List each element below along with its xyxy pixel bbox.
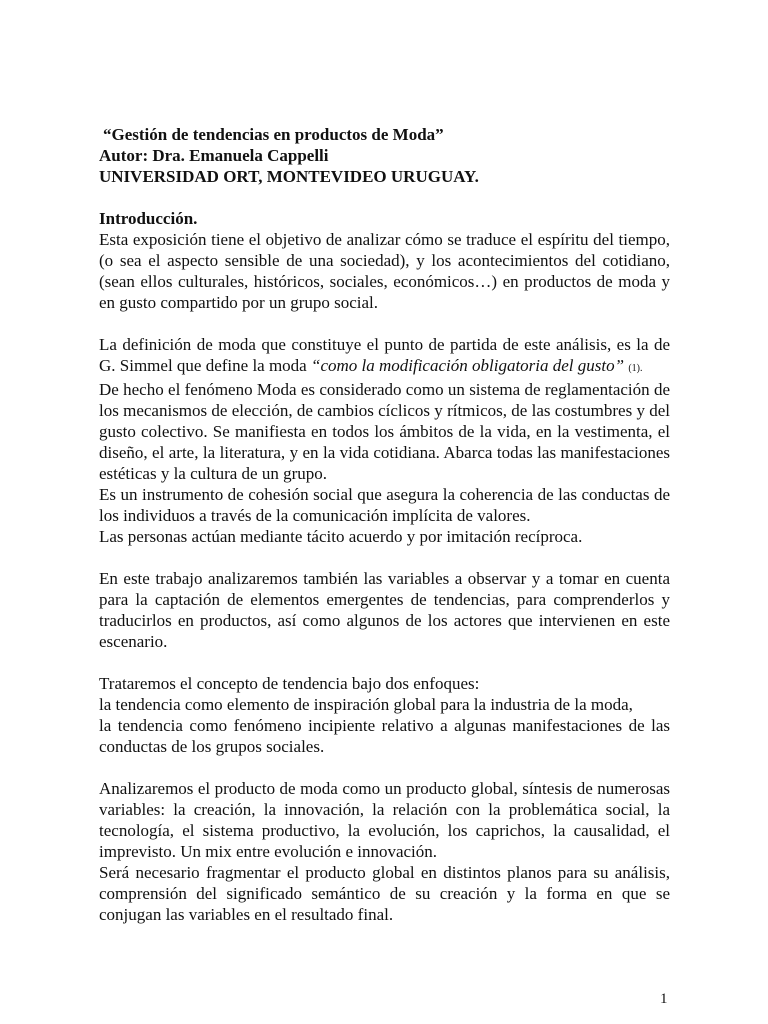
paragraph-11: Será necesario fragmentar el producto global en distintos planos para su análisis, comprensión del significado semántico de su creación y la forma en que se conjugan las variables en el resultado final.: [99, 863, 670, 924]
paragraph-gap: [99, 757, 670, 778]
paragraph-7: Trataremos el concepto de tendencia bajo dos enfoques:: [99, 674, 480, 693]
paragraph-4: Es un instrumento de cohesión social que asegura la coherencia de las conductas de los individuos a través de la comunicación implícita de valores.: [99, 485, 670, 525]
simmel-quote: “como la modificación obligatoria del gusto”: [310, 356, 625, 375]
document-institution: UNIVERSIDAD ORT, MONTEVIDEO URUGUAY.: [99, 167, 479, 186]
page-number: 1: [660, 991, 668, 1007]
paragraph-1: Esta exposición tiene el objetivo de analizar cómo se traduce el espíritu del tiempo, (o sea el aspecto sensible de una sociedad), y los acontecimientos del cotidiano, (sean ellos culturales, históricos, sociales, económicos…) en productos de moda y en gusto compartido por un grupo social.: [99, 230, 670, 312]
document-author: Autor: Dra. Emanuela Cappelli: [99, 146, 329, 165]
paragraph-gap: [99, 652, 670, 673]
section-title: Introducción.: [99, 209, 198, 228]
paragraph-9: la tendencia como fenómeno incipiente relativo a algunas manifestaciones de las conductas de los grupos sociales.: [99, 716, 670, 756]
paragraph-10: Analizaremos el producto de moda como un producto global, síntesis de numerosas variables: la creación, la innovación, la relación con la problemática social, la tecnología, el sistema productivo, la evolución, los caprichos, la causalidad, el imprevisto. Un mix entre evolución e innovación.: [99, 779, 670, 861]
document-page: [99, 124, 670, 925]
paragraph-gap: [99, 313, 670, 334]
paragraph-2: [99, 334, 670, 379]
paragraph-2-text: La definición de moda que constituye el punto de partida de este análisis, es la de G. Simmel que define la moda: [99, 335, 670, 375]
paragraph-gap: [99, 547, 670, 568]
paragraph-5: Las personas actúan mediante tácito acuerdo y por imitación recíproca.: [99, 527, 583, 546]
paragraph-6: En este trabajo analizaremos también las variables a observar y a tomar en cuenta para la captación de elementos emergentes de tendencias, para comprenderlos y traducirlos en productos, así como algunos de los actores que intervienen en este escenario.: [99, 569, 670, 651]
footnote-reference: (1).: [628, 363, 643, 374]
paragraph-3: De hecho el fenómeno Moda es considerado como un sistema de reglamentación de los mecanismos de elección, de cambios cíclicos y rítmicos, de las costumbres y del gusto colectivo. Se manifiesta en todos los ámbitos de la vida, en la vestimenta, el diseño, el arte, la literatura, y en la vida cotidiana. Abarca todas las manifestaciones estéticas y la cultura de un grupo.: [99, 380, 670, 483]
paragraph-8: la tendencia como elemento de inspiración global para la industria de la moda,: [99, 695, 633, 714]
document-title: “Gestión de tendencias en productos de Moda”: [103, 125, 444, 144]
